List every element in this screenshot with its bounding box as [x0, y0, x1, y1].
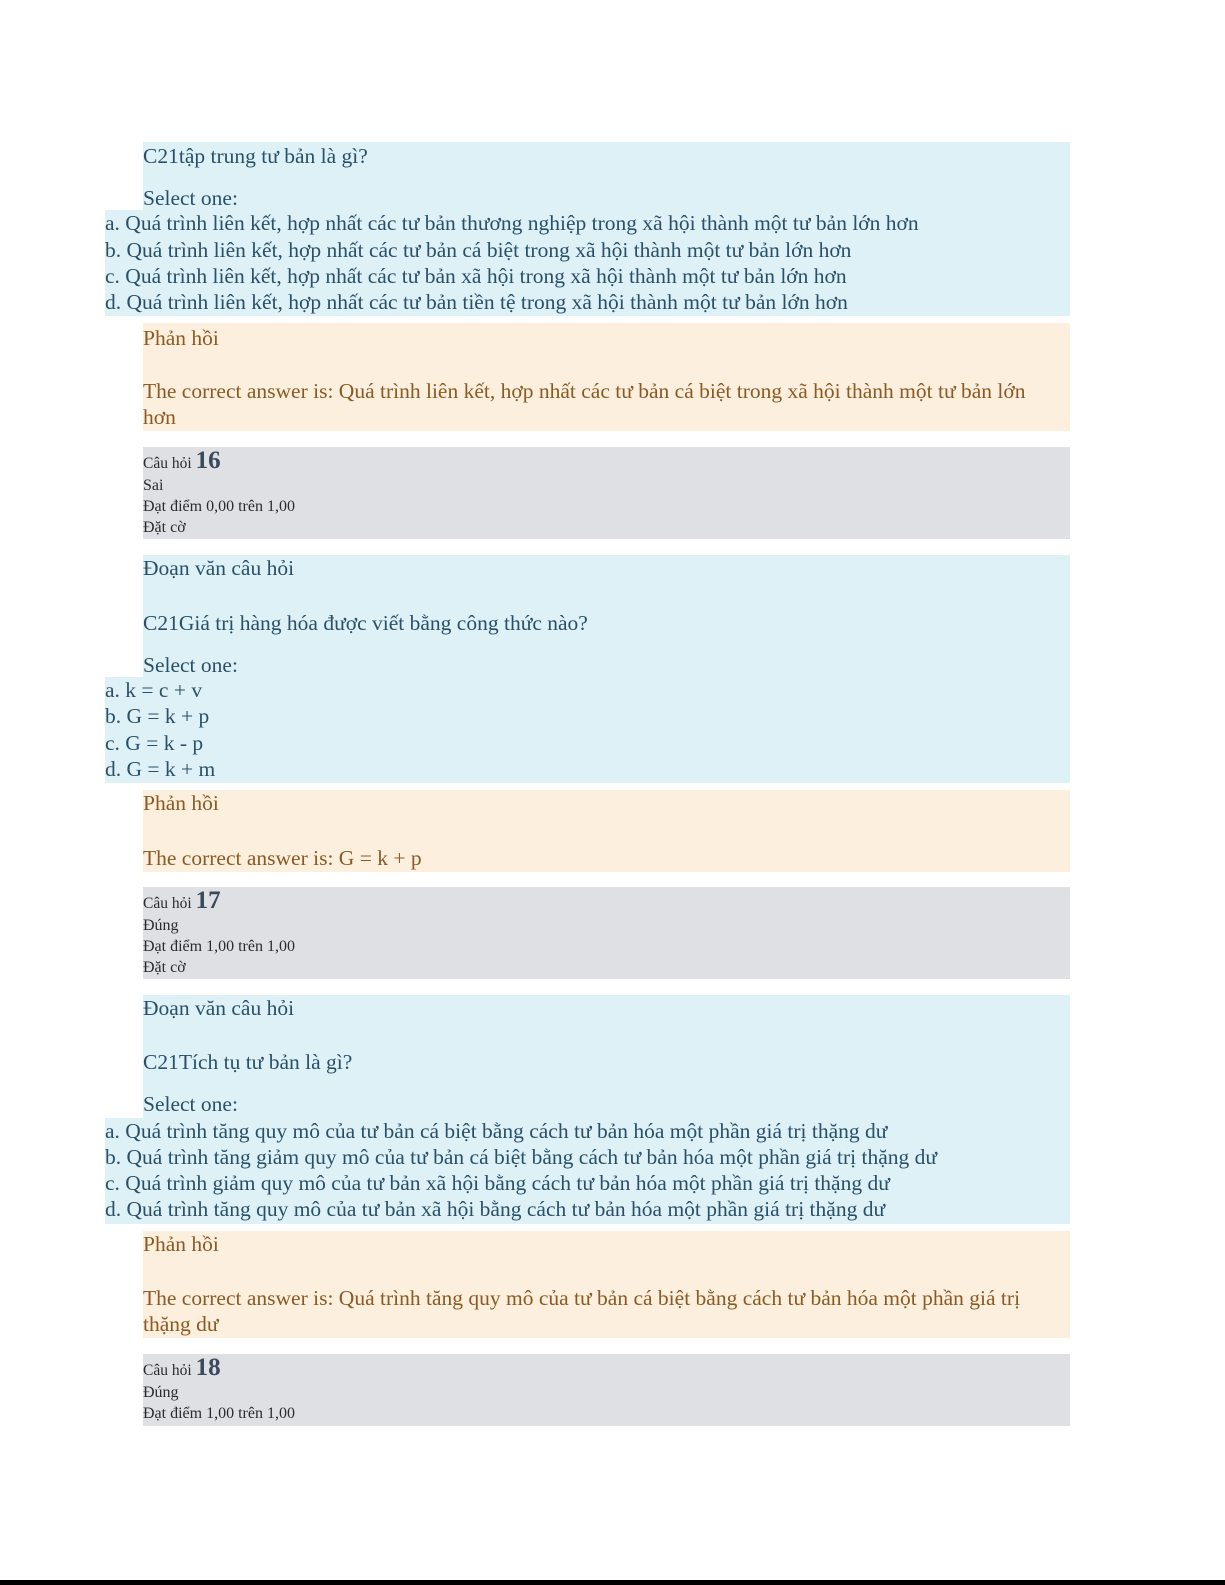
answer-option-b[interactable]: b. G = k + p — [105, 704, 210, 728]
question-text-block — [143, 555, 1070, 783]
question-status: Đúng — [143, 1384, 179, 1401]
select-one-label: Select one: — [143, 1092, 238, 1116]
answer-option-a[interactable]: a. Quá trình tăng quy mô của tư bản cá biệt bằng cách tư bản hóa một phần giá trị thặng dư — [105, 1119, 888, 1143]
answer-option-d[interactable]: d. Quá trình liên kết, hợp nhất các tư bản tiền tệ trong xã hội thành một tư bản lớn hơn — [105, 290, 848, 314]
answer-option-a[interactable]: a. Quá trình liên kết, hợp nhất các tư bản thương nghiệp trong xã hội thành một tư bản lớn hơn — [105, 211, 919, 235]
question-number-line — [143, 887, 221, 915]
select-one-label: Select one: — [143, 653, 238, 677]
question-number: 16 — [195, 447, 221, 474]
answer-option-c[interactable]: c. Quá trình giảm quy mô của tư bản xã hội bằng cách tư bản hóa một phần giá trị thặng dư — [105, 1171, 890, 1195]
question-label: Câu hỏi — [143, 1362, 192, 1379]
feedback-correct-answer: The correct answer is: Quá trình tăng quy mô của tư bản cá biệt bằng cách tư bản hóa một phần giá trị thặng dư — [143, 1286, 1021, 1336]
question-number: 17 — [195, 887, 221, 914]
question-score: Đạt điểm 1,00 trên 1,00 — [143, 938, 295, 955]
question-info-block — [143, 887, 1070, 979]
answer-option-c[interactable]: c. Quá trình liên kết, hợp nhất các tư bản xã hội trong xã hội thành một tư bản lớn hơn — [105, 264, 847, 288]
question-text: C21Tích tụ tư bản là gì? — [143, 1050, 353, 1074]
question-status: Sai — [143, 477, 164, 494]
question-text-title: Đoạn văn câu hỏi — [143, 556, 295, 580]
question-number-line — [143, 1354, 221, 1382]
question-text: C21tập trung tư bản là gì? — [143, 144, 368, 168]
question-text: C21Giá trị hàng hóa được viết bằng công thức nào? — [143, 611, 588, 635]
flag-question-link[interactable]: Đặt cờ — [143, 959, 186, 976]
answer-option-c[interactable]: c. G = k - p — [105, 731, 204, 755]
feedback-title: Phản hồi — [143, 791, 219, 815]
question-text-title: Đoạn văn câu hỏi — [143, 996, 295, 1020]
answer-option-b[interactable]: b. Quá trình tăng giảm quy mô của tư bản cá biệt bằng cách tư bản hóa một phần giá trị thặng dư — [105, 1145, 938, 1169]
question-number: 18 — [195, 1354, 221, 1381]
feedback-title: Phản hồi — [143, 1232, 219, 1256]
answer-option-a[interactable]: a. k = c + v — [105, 678, 203, 702]
question-label: Câu hỏi — [143, 895, 192, 912]
feedback-block — [143, 323, 1070, 431]
question-status: Đúng — [143, 917, 179, 934]
page-bottom-edge — [0, 1580, 1225, 1585]
answer-option-d[interactable]: d. Quá trình tăng quy mô của tư bản xã hội bằng cách tư bản hóa một phần giá trị thặng dư — [105, 1197, 886, 1221]
question-number-line — [143, 447, 221, 475]
question-info-block — [143, 447, 1070, 539]
feedback-title: Phản hồi — [143, 326, 219, 350]
question-score: Đạt điểm 0,00 trên 1,00 — [143, 498, 295, 515]
question-score: Đạt điểm 1,00 trên 1,00 — [143, 1405, 295, 1422]
feedback-block — [143, 790, 1070, 872]
feedback-correct-answer: The correct answer is: Quá trình liên kết, hợp nhất các tư bản cá biệt trong xã hội thành một tư bản lớn hơn — [143, 379, 1026, 429]
answer-option-b[interactable]: b. Quá trình liên kết, hợp nhất các tư bản cá biệt trong xã hội thành một tư bản lớn hơn — [105, 238, 852, 262]
question-info-block — [143, 1354, 1070, 1426]
answer-option-d[interactable]: d. G = k + m — [105, 757, 216, 781]
feedback-block — [143, 1231, 1070, 1338]
select-one-label: Select one: — [143, 186, 238, 210]
flag-question-link[interactable]: Đặt cờ — [143, 519, 186, 536]
question-label: Câu hỏi — [143, 455, 192, 472]
feedback-correct-answer: The correct answer is: G = k + p — [143, 846, 422, 870]
